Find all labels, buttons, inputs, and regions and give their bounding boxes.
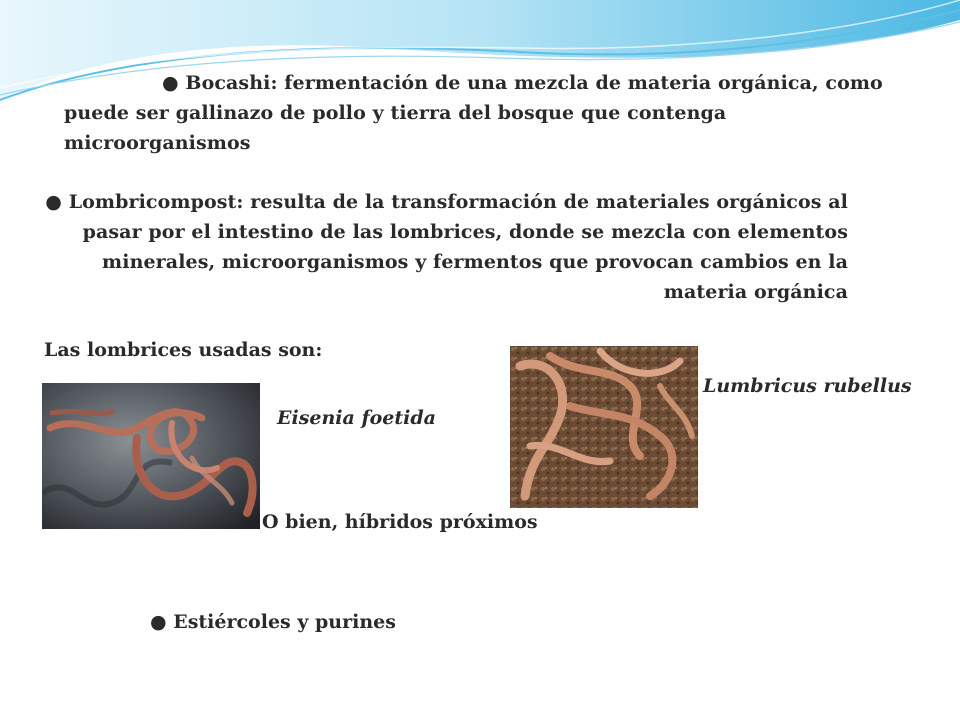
bullet-estiercoles-text: Estiércoles y purines (173, 611, 396, 633)
bullet-lombricompost-text: Lombricompost: resulta de la transformación de materiales orgánicos al pasar por el intestino de las lombrices, donde se mezcla con elementos minerales, microorganismos y fermentos que provocan cambios en la materia orgánica (68, 191, 848, 303)
worms-intro: Las lombrices usadas son: (44, 339, 323, 361)
species-lumbricus-label: Lumbricus rubellus (703, 375, 912, 397)
bullet-marker: ● (150, 611, 167, 633)
lumbricus-rubellus-photo (510, 346, 698, 508)
hybrids-label: O bien, híbridos próximos (262, 511, 538, 533)
bullet-estiercoles (150, 611, 396, 633)
bullet-bocashi (64, 68, 914, 158)
bullet-marker: ● (162, 72, 179, 94)
bullet-bocashi-text: Bocashi: fermentación de una mezcla de materia orgánica, como puede ser gallinazo de pollo y tierra del bosque que contenga microorganismos (64, 72, 883, 154)
eisenia-foetida-photo (42, 383, 260, 529)
species-eisenia-label: Eisenia foetida (277, 407, 436, 429)
bullet-marker: ● (45, 191, 62, 213)
bullet-lombricompost (40, 187, 848, 307)
